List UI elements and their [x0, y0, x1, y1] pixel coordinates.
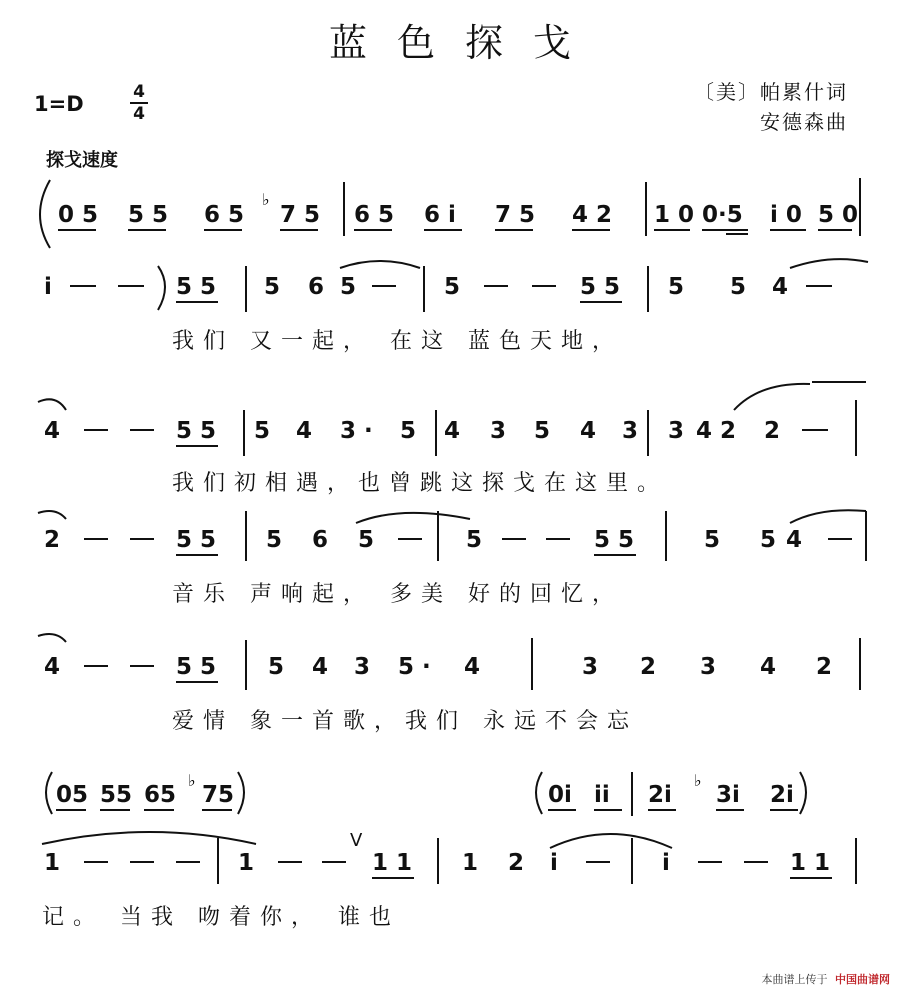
svg-text:0·5: 0·5 [702, 202, 743, 228]
time-signature-bottom: 4 [133, 104, 145, 124]
svg-text:5: 5 [254, 418, 271, 444]
svg-text:5: 5 [340, 274, 357, 300]
svg-text:4: 4 [760, 654, 777, 680]
svg-text:6: 6 [312, 527, 329, 553]
svg-text:5 5: 5 5 [176, 527, 217, 553]
svg-text:5 5: 5 5 [176, 418, 217, 444]
svg-text:2: 2 [816, 654, 833, 680]
staff-row-1 [0, 170, 900, 250]
svg-text:6: 6 [308, 274, 325, 300]
lyricist-credit: 〔美〕帕累什词 [694, 80, 848, 104]
svg-text:V: V [350, 830, 363, 851]
svg-text:1 0: 1 0 [654, 202, 695, 228]
svg-text:3i: 3i [716, 782, 740, 808]
svg-text:5: 5 [266, 527, 283, 553]
time-signature-top: 4 [133, 82, 145, 102]
svg-text:3 ·: 3 · [340, 418, 373, 444]
svg-text:3: 3 [354, 654, 371, 680]
svg-text:4: 4 [312, 654, 329, 680]
lyrics-row-2: 我们 又一起， 在这 蓝色天地， [172, 329, 623, 354]
svg-text:5: 5 [358, 527, 375, 553]
svg-text:7 5: 7 5 [280, 202, 321, 228]
svg-text:6 5: 6 5 [204, 202, 245, 228]
svg-text:4: 4 [580, 418, 597, 444]
svg-text:4 2: 4 2 [572, 202, 613, 228]
svg-text:1: 1 [238, 850, 255, 876]
svg-text:5 5: 5 5 [580, 274, 621, 300]
staff-row-2 [0, 252, 900, 362]
svg-text:3: 3 [490, 418, 507, 444]
svg-text:4: 4 [786, 527, 803, 553]
svg-text:i: i [44, 274, 52, 300]
svg-text:0 5: 0 5 [58, 202, 99, 228]
svg-text:2i: 2i [770, 782, 794, 808]
lyrics-row-4: 音乐 声响起， 多美 好的回忆， [172, 582, 623, 607]
svg-text:1 1: 1 1 [372, 850, 413, 876]
upload-footer [762, 971, 891, 987]
svg-text:5 5: 5 5 [594, 527, 635, 553]
svg-text:i: i [662, 850, 670, 876]
song-title: 蓝色探戈 [328, 21, 601, 65]
svg-text:3: 3 [668, 418, 685, 444]
svg-text:5 0: 5 0 [818, 202, 859, 228]
lyrics-row-6: 记。 当我 吻着你， 谁也 [42, 905, 400, 930]
svg-text:6 5: 6 5 [354, 202, 395, 228]
staff-row-6 [0, 760, 900, 940]
svg-text:4: 4 [444, 418, 461, 444]
svg-text:5: 5 [668, 274, 685, 300]
svg-text:ii: ii [594, 782, 610, 808]
svg-text:2: 2 [764, 418, 781, 444]
svg-text:1: 1 [44, 850, 61, 876]
lyrics-row-3: 我们初相遇，也曾跳这探戈在这里。 [172, 471, 669, 496]
svg-text:4: 4 [44, 654, 61, 680]
time-signature [128, 82, 150, 124]
svg-text:5: 5 [264, 274, 281, 300]
svg-text:5: 5 [704, 527, 721, 553]
svg-text:4 2: 4 2 [696, 418, 737, 444]
svg-text:5: 5 [444, 274, 461, 300]
svg-text:2: 2 [640, 654, 657, 680]
svg-text:2i: 2i [648, 782, 672, 808]
svg-text:0i: 0i [548, 782, 572, 808]
key-signature: 1=D [34, 92, 84, 116]
svg-text:4: 4 [464, 654, 481, 680]
composer-credit: 安德森曲 [760, 110, 848, 134]
svg-text:i 0: i 0 [770, 202, 802, 228]
svg-text:05: 05 [56, 782, 89, 808]
svg-text:6 i: 6 i [424, 202, 456, 228]
svg-text:4: 4 [296, 418, 313, 444]
svg-text:5: 5 [760, 527, 777, 553]
svg-text:4: 4 [772, 274, 789, 300]
svg-text:i: i [550, 850, 558, 876]
svg-text:5 5: 5 5 [176, 654, 217, 680]
svg-text:2: 2 [44, 527, 61, 553]
svg-text:♭: ♭ [262, 190, 270, 209]
svg-text:65: 65 [144, 782, 177, 808]
staff-row-3 [0, 380, 900, 496]
lyrics-row-5: 爱情 象一首歌，我们 永远不会忘 [172, 709, 638, 734]
svg-text:55: 55 [100, 782, 133, 808]
svg-text:5: 5 [730, 274, 747, 300]
staff-row-4 [0, 505, 900, 615]
footer-text: 本曲谱上传于 [761, 973, 828, 986]
svg-text:1: 1 [462, 850, 479, 876]
svg-text:3: 3 [582, 654, 599, 680]
svg-text:5: 5 [400, 418, 417, 444]
svg-text:5: 5 [466, 527, 483, 553]
svg-text:♭: ♭ [188, 771, 196, 790]
staff-row-5 [0, 628, 900, 743]
svg-text:2: 2 [508, 850, 525, 876]
staff-row-1-notation [0, 170, 900, 250]
svg-text:5: 5 [534, 418, 551, 444]
svg-text:3: 3 [700, 654, 717, 680]
svg-text:5 5: 5 5 [128, 202, 169, 228]
svg-text:3: 3 [622, 418, 639, 444]
svg-text:5 ·: 5 · [398, 654, 431, 680]
svg-text:7 5: 7 5 [495, 202, 536, 228]
svg-text:5: 5 [268, 654, 285, 680]
svg-text:75: 75 [202, 782, 235, 808]
site-logo[interactable]: 中国曲谱网 [835, 973, 890, 986]
svg-text:5 5: 5 5 [176, 274, 217, 300]
svg-text:♭: ♭ [694, 771, 702, 790]
tempo-marking: 探戈速度 [46, 150, 118, 171]
svg-text:1 1: 1 1 [790, 850, 831, 876]
svg-text:4: 4 [44, 418, 61, 444]
